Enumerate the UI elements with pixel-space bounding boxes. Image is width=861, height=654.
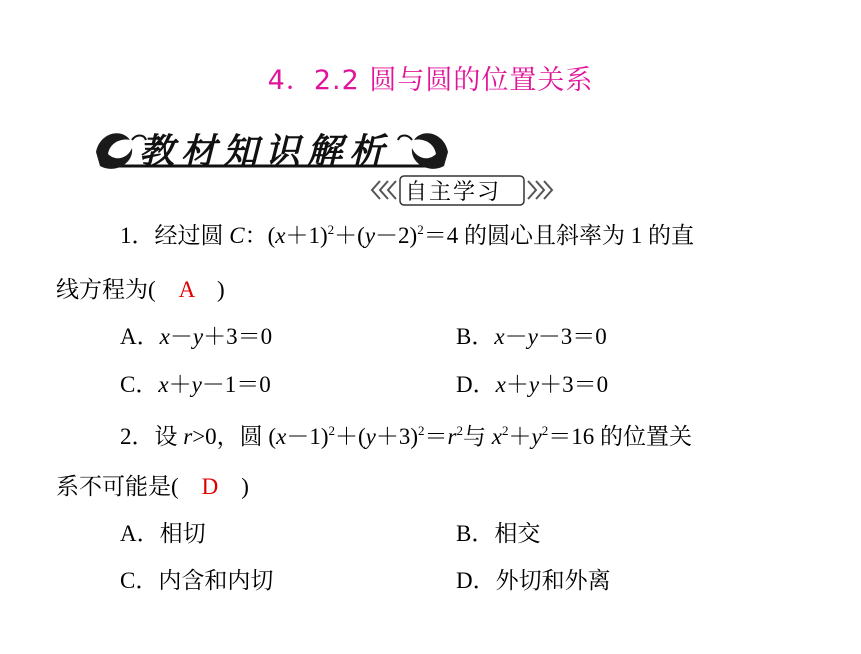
question-2-option-b: B．相交 bbox=[456, 521, 541, 546]
question-1-number: 1 bbox=[120, 223, 132, 248]
question-1-stem-line-1: 1．经过圆 C：$(x+1)^2+(y-2)^2=4$ 的圆心且斜率为 1 的直 bbox=[120, 222, 694, 248]
question-2-number: 2 bbox=[120, 424, 132, 449]
page-title: 4．2.2 圆与圆的位置关系 bbox=[267, 65, 594, 96]
question-1-option-d: D．x＋y＋3＝0 bbox=[456, 372, 609, 397]
section-banner-title: 教材知识解析 bbox=[139, 131, 392, 172]
right-leaf-ornament bbox=[412, 133, 448, 169]
question-2-option-a: A．相切 bbox=[120, 521, 206, 546]
left-leaf-ornament bbox=[96, 133, 132, 169]
question-1-option-a: A．x－y＋3＝0 bbox=[120, 324, 273, 349]
question-1-option-b: B．x－y－3＝0 bbox=[456, 324, 607, 349]
question-2-stem-line-2: 系不可能是( D ) bbox=[56, 474, 249, 499]
question-1-stem-line-2: 线方程为( A ) bbox=[56, 277, 225, 302]
question-1-option-c: C．x＋y－1＝0 bbox=[120, 372, 271, 397]
question-2-stem-line-1: 2．设 r>0，圆 $(x-1)^2+(y+3)^2=r^2$与 $x^2+y^2=16$ 的位置关 bbox=[120, 423, 692, 449]
question-2-option-d: D．外切和外离 bbox=[456, 568, 611, 593]
subsection-tab-title: 自主学习 bbox=[405, 180, 502, 205]
question-2-option-c: C．内含和内切 bbox=[120, 568, 274, 593]
question-2-answer: D bbox=[201, 474, 219, 499]
question-1-answer: A bbox=[178, 277, 195, 302]
